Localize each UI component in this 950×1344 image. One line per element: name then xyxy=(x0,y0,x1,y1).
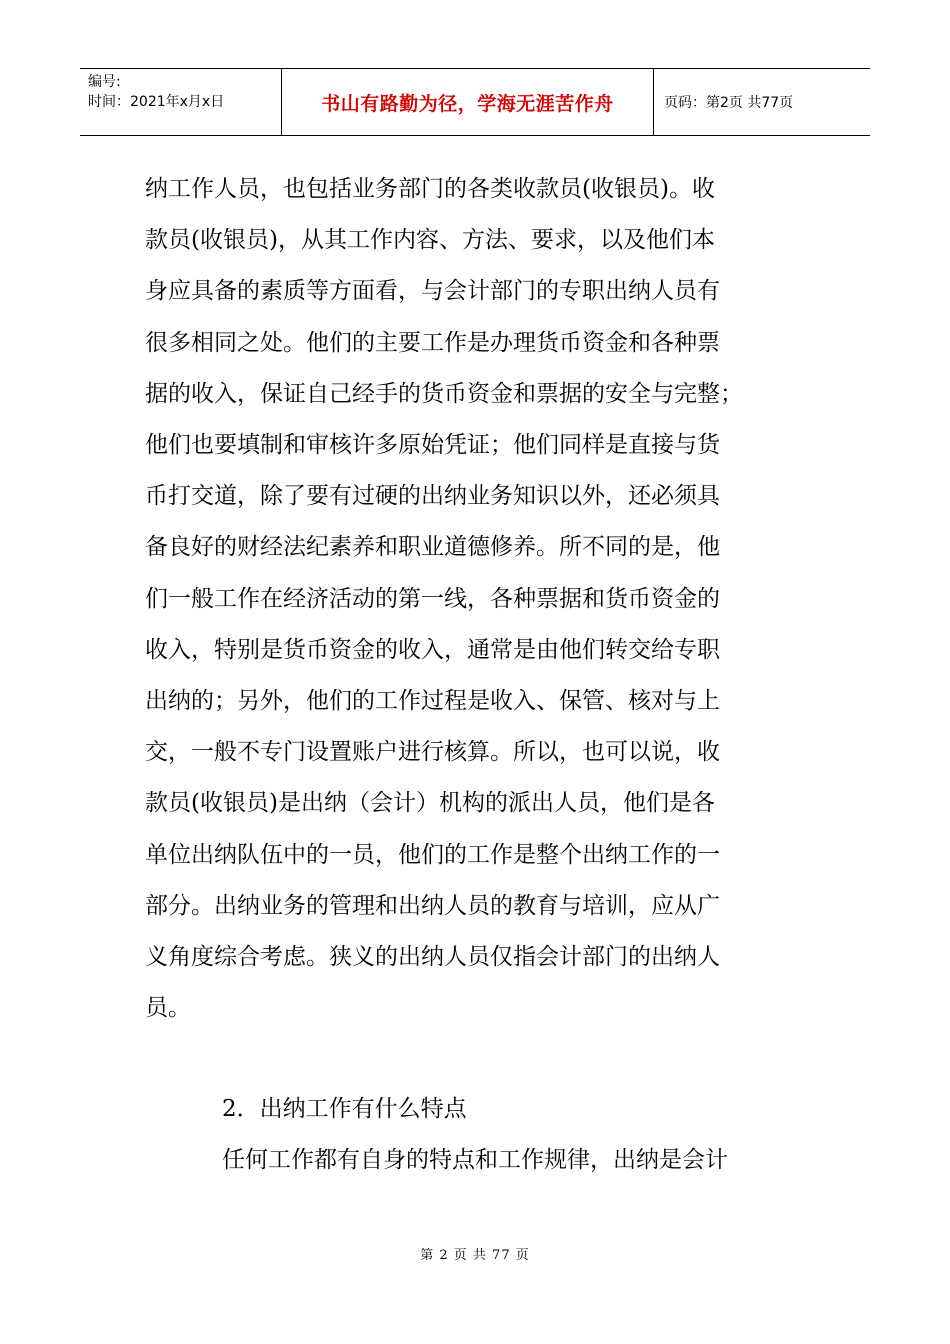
body-line: 他们也要填制和审核许多原始凭证；他们同样是直接与货 xyxy=(145,432,720,459)
header-motto: 书山有路勤为径，学海无涯苦作舟 xyxy=(282,69,654,135)
page-footer: 第 2 页 共 77 页 xyxy=(420,1248,530,1263)
section-first-line: 任何工作都有自身的特点和工作规律，出纳是会计 xyxy=(222,1147,728,1173)
body-line: 备良好的财经法纪素养和职业道德修养。所不同的是，他 xyxy=(145,534,720,561)
header-page-info: 页码：第2页 共77页 xyxy=(664,95,794,111)
body-line: 纳工作人员，也包括业务部门的各类收款员(收银员)。收 xyxy=(145,176,715,202)
body-line: 们一般工作在经济活动的第一线，各种票据和货币资金的 xyxy=(145,585,720,612)
header-meta xyxy=(80,69,282,135)
body-line: 单位出纳队伍中的一员，他们的工作是整个出纳工作的一 xyxy=(145,841,720,868)
body-line: 交，一般不专门设置账户进行核算。所以，也可以说，收 xyxy=(145,739,720,766)
body-line: 义角度综合考虑。狭义的出纳人员仅指会计部门的出纳人 xyxy=(145,944,720,971)
section-heading: 2．出纳工作有什么特点 xyxy=(222,1096,467,1122)
body-line: 据的收入，保证自己经手的货币资金和票据的安全与完整； xyxy=(145,380,743,407)
body-line: 员。 xyxy=(145,995,191,1022)
body-line: 款员(收银员)，从其工作内容、方法、要求，以及他们本 xyxy=(145,227,715,254)
body-line: 款员(收银员)是出纳（会计）机构的派出人员，他们是各 xyxy=(145,790,715,817)
body-line: 币打交道，除了要有过硬的出纳业务知识以外，还必须具 xyxy=(145,483,720,510)
body-line: 收入，特别是货币资金的收入，通常是由他们转交给专职 xyxy=(145,636,720,663)
body-line: 很多相同之处。他们的主要工作是办理货币资金和各种票 xyxy=(145,329,720,356)
body-paragraph xyxy=(145,164,795,1034)
body-line: 部分。出纳业务的管理和出纳人员的教育与培训，应从广 xyxy=(145,892,720,919)
body-line: 身应具备的素质等方面看，与会计部门的专职出纳人员有 xyxy=(145,278,720,305)
page-header xyxy=(80,68,870,136)
body-line: 出纳的；另外，他们的工作过程是收入、保管、核对与上 xyxy=(145,688,720,715)
time-label: 时间：2021年x月x日 xyxy=(88,94,225,110)
code-label: 编号: xyxy=(88,74,121,90)
